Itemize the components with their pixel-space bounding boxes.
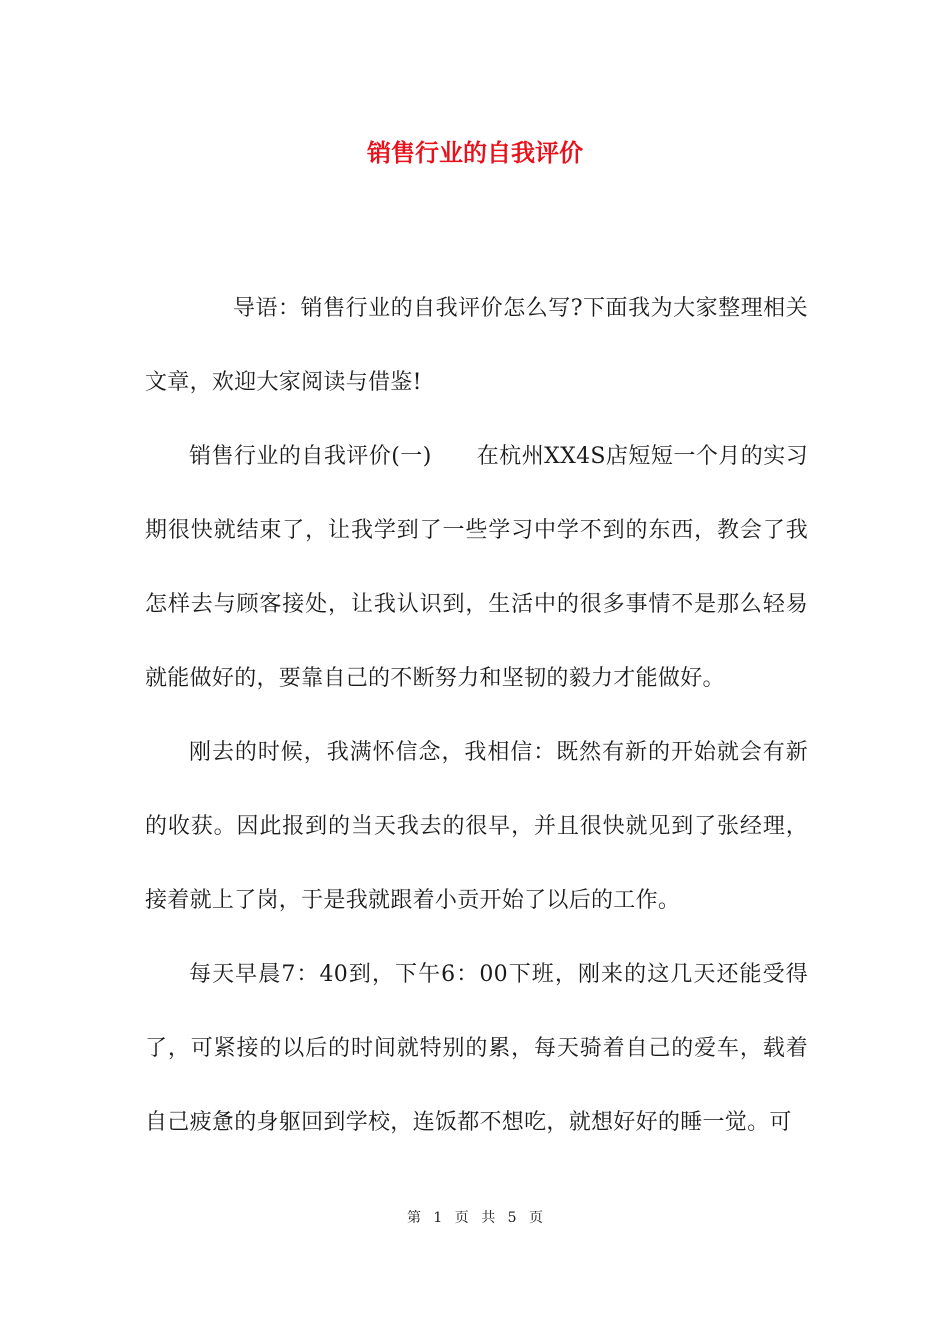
page-footer	[0, 1208, 950, 1228]
footer-total-pages: 5	[507, 1210, 517, 1226]
footer-total-label: 共	[481, 1210, 496, 1226]
body-paragraph: 每天早晨7：40到，下午6：00下班，刚来的这几天还能受得了，可紧接的以后的时间就特别的累，每天骑着自己的爱车，载着自己疲惫的身躯回到学校，连饭都不想吃，就想好好的睡一觉。可	[145, 962, 808, 1135]
footer-current-page: 1	[433, 1210, 443, 1226]
body-paragraph: 销售行业的自我评价(一) 在杭州XX4S店短短一个月的实习期很快就结束了，让我学到了一些学习中学不到的东西，教会了我怎样去与顾客接处，让我认识到，生活中的很多事情不是那么轻易就能做好的，要靠自己的不断努力和坚韧的毅力才能做好。	[145, 444, 808, 691]
footer-page-label: 第	[406, 1210, 421, 1226]
body-paragraph: 刚去的时候，我满怀信念，我相信：既然有新的开始就会有新的收获。因此报到的当天我去的很早，并且很快就见到了张经理，接着就上了岗，于是我就跟着小贡开始了以后的工作。	[145, 740, 808, 913]
intro-paragraph: 导语：销售行业的自我评价怎么写?下面我为大家整理相关文章，欢迎大家阅读与借鉴!	[145, 296, 808, 395]
footer-total-unit: 页	[529, 1210, 544, 1226]
footer-page-unit: 页	[454, 1210, 469, 1226]
document-body	[145, 272, 808, 1160]
document-title: 销售行业的自我评价	[367, 139, 583, 167]
